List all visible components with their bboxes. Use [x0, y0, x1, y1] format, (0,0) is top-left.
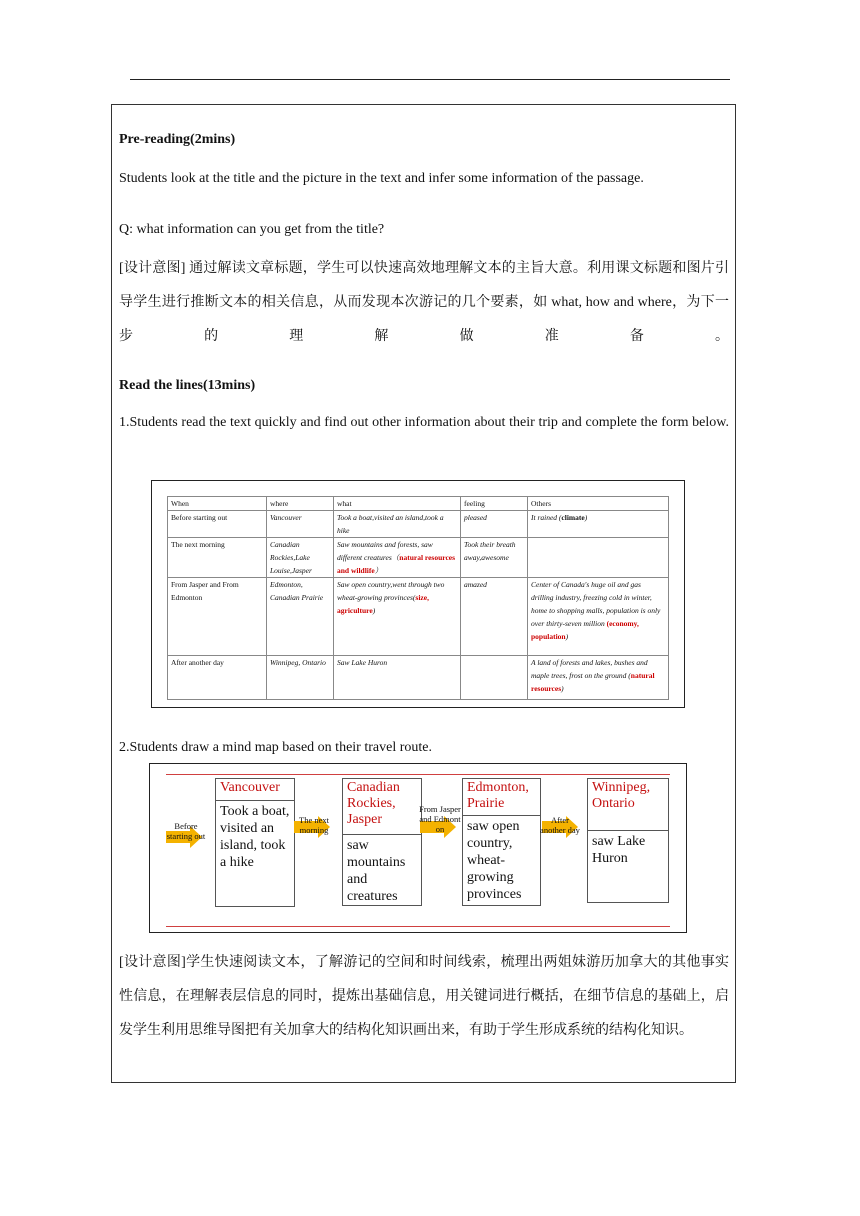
node-vancouver — [215, 778, 295, 907]
arrow-label-2: The next morning — [299, 815, 329, 835]
task-1-text: 1.Students read the text quickly and find out other information about their trip and complete the form below. — [119, 415, 729, 430]
mind-map-figure — [149, 763, 687, 933]
task-2-text: 2.Students draw a mind map based on their travel route. — [119, 740, 432, 755]
cell-what: Saw open country,went through two wheat-growing provinces(size, agriculture) — [334, 578, 461, 656]
table-row — [168, 656, 669, 700]
design-intent-2: [设计意图]学生快速阅读文本，了解游记的空间和时间线索，梳理出两姐妹游历加拿大的其他事实性信息，在理解表层信息的同时，提炼出基础信息，用关键词进行概括，在细节信息的基础上，启发学生利用思维导图把有关加拿大的结构化知识画出来，有助于学生形成系统的结构化知识。 — [119, 955, 729, 1038]
node-canadian-rockies — [342, 778, 422, 906]
question-text: Q: what information can you get from the title? — [119, 222, 385, 237]
cell-where: Edmonton, Canadian Prairie — [267, 578, 334, 656]
arrow-label-4: After another day — [540, 815, 580, 835]
cell-feeling — [461, 656, 528, 700]
cell-others: A land of forests and lakes, bushes and maple trees, frost on the ground (natural resources) — [528, 656, 669, 700]
cell-others: Center of Canada's huge oil and gas drilling industry, freezing cold in winter, home to shopping malls, population is only over thirty-seven million (economy, population) — [528, 578, 669, 656]
node-activity: Took a boat, visited an island, took a hike — [220, 804, 290, 870]
cell-what: Saw Lake Huron — [334, 656, 461, 700]
cell-others: It rained (climate) — [528, 511, 669, 538]
node-place: Winnipeg, Ontario — [588, 779, 668, 831]
node-place: Edmonton, Prairie — [463, 779, 540, 816]
cell-when: The next morning — [168, 538, 267, 578]
cell-what: Took a boat,visited an island,took a hike — [334, 511, 461, 538]
cell-where: Canadian Rockies,Lake Louise,Jasper — [267, 538, 334, 578]
cell-others — [528, 538, 669, 578]
header-where: where — [267, 497, 334, 511]
cell-feeling: Took their breath away,awesome — [461, 538, 528, 578]
top-rule — [166, 774, 670, 775]
cell-feeling: pleased — [461, 511, 528, 538]
cell-when: After another day — [168, 656, 267, 700]
bottom-rule — [166, 926, 670, 927]
header-when: When — [168, 497, 267, 511]
node-activity: saw open country, wheat-growing provinces — [467, 819, 522, 902]
header-others: Others — [528, 497, 669, 511]
node-activity: saw mountains and creatures — [347, 838, 406, 904]
pre-reading-text: Students look at the title and the picture in the text and infer some information of the passage. — [119, 171, 644, 186]
cell-when: Before starting out — [168, 511, 267, 538]
header-what: what — [334, 497, 461, 511]
cell-where: Winnipeg, Ontario — [267, 656, 334, 700]
node-place: Vancouver — [216, 779, 294, 801]
node-winnipeg — [587, 778, 669, 903]
header-feeling: feeling — [461, 497, 528, 511]
table-row — [168, 538, 669, 578]
table-row — [168, 511, 669, 538]
node-activity: saw Lake Huron — [592, 834, 646, 866]
cell-feeling: amazed — [461, 578, 528, 656]
read-lines-heading: Read the lines(13mins) — [119, 378, 256, 393]
design-intent-1: [设计意图] 通过解读文章标题，学生可以快速高效地理解文本的主旨大意。利用课文标题和图片引导学生进行推断文本的相关信息，从而发现本次游记的几个要素，如 what, how and where，为下一步的理解做准备。 — [119, 261, 729, 344]
cell-what: Saw mountains and forests, saw different creatures（natural resources and wildlife） — [334, 538, 461, 578]
node-place: Canadian Rockies, Jasper — [343, 779, 421, 835]
cell-where: Vancouver — [267, 511, 334, 538]
arrow-label-3: From Jasper and Edmont on — [419, 804, 461, 834]
form-table — [167, 496, 669, 700]
node-edmonton — [462, 778, 541, 906]
arrow-label-1: Before starting out — [166, 821, 206, 841]
pre-reading-heading: Pre-reading(2mins) — [119, 132, 236, 147]
page-header-rule — [130, 79, 730, 80]
cell-when: From Jasper and From Edmonton — [168, 578, 267, 656]
table-row — [168, 578, 669, 656]
